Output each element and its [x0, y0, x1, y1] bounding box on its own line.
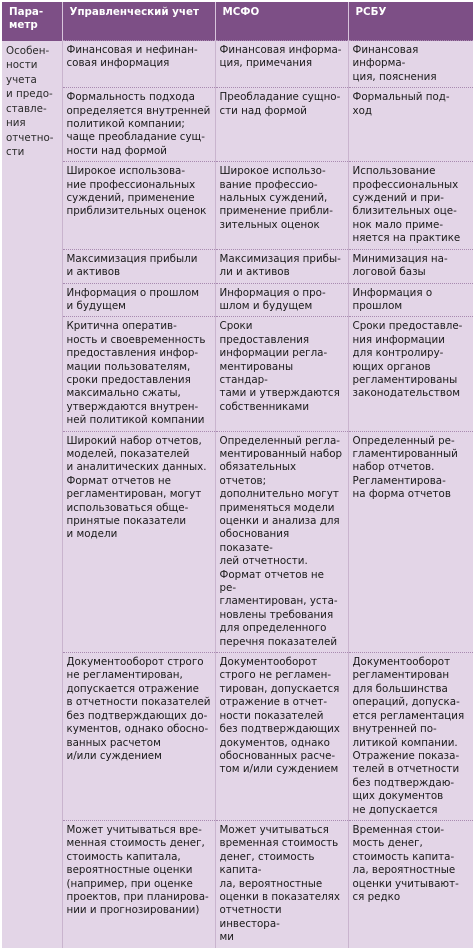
- cell-management: Широкое использова- ние профессиональных суждений, применение приблизительных оценок: [62, 162, 215, 249]
- cell-ras: Документооборот регламентирован для большинства операций, допуска- ется регламентация внутренней по- литикой компании. Отражение показа- телей в отчетности без подтверждаю- щих документов не допускается: [348, 653, 473, 821]
- header-management-accounting: Управленческий учет: [62, 2, 215, 41]
- table-row: [2, 653, 473, 821]
- cell-ras: Использование профессиональных суждений и при- близительных оце- нок мало приме- няется на практике: [348, 162, 473, 249]
- cell-ifrs: Информация о про- шлом и будущем: [215, 283, 348, 317]
- table-row: [2, 317, 473, 431]
- cell-ras: Формальный под- ход: [348, 88, 473, 162]
- table-row: [2, 41, 473, 88]
- cell-ifrs: Сроки предоставления информации регла- ментированы стандар- тами и утверждаются собственниками: [215, 317, 348, 431]
- table-row: [2, 88, 473, 162]
- cell-ras: Временная стои- мость денег, стоимость капита- ла, вероятностные оценки учитывают- ся редко: [348, 820, 473, 947]
- cell-ifrs: Определенный регла- ментированный набор обязательных отчетов; дополнительно могут применяться модели оценки и анализа для обоснования показате- лей отчетности. Формат отчетов не ре- гламентирован, уста- новлены требования для определенного перечня показателей: [215, 431, 348, 653]
- cell-management: Критична оператив- ность и своевременность предоставления инфор- мации пользователям, сроки предоставления максимально сжаты, утверждаются внутрен- ней политикой компании: [62, 317, 215, 431]
- header-ras: РСБУ: [348, 2, 473, 41]
- param-cell: Особен- ности учета и предо- ставле- ния отчетно- сти: [2, 41, 62, 948]
- table-header: [2, 2, 473, 41]
- cell-management: Максимизация прибыли и активов: [62, 249, 215, 283]
- cell-ifrs: Широкое использо- вание профессио- нальных суждений, применение прибли- зительных оценок: [215, 162, 348, 249]
- cell-ras: Финансовая информа- ция, пояснения: [348, 41, 473, 88]
- table-row: [2, 162, 473, 249]
- header-row: [2, 2, 473, 41]
- cell-ras: Определенный ре- гламентированный набор отчетов. Регламентирова- на форма отчетов: [348, 431, 473, 653]
- table-row: [2, 431, 473, 653]
- header-ifrs: МСФО: [215, 2, 348, 41]
- cell-ifrs: Максимизация прибы- ли и активов: [215, 249, 348, 283]
- accounting-comparison-table: [2, 2, 473, 948]
- cell-ifrs: Может учитываться временная стоимость денег, стоимость капита- ла, вероятностные оценки в показателях отчетности инвестора- ми: [215, 820, 348, 947]
- header-param: Пара- метр: [2, 2, 62, 41]
- cell-ifrs: Финансовая информа- ция, примечания: [215, 41, 348, 88]
- cell-management: Широкий набор отчетов, моделей, показателей и аналитических данных. Формат отчетов не регламентирован, могут использоваться обще- принятые показатели и модели: [62, 431, 215, 653]
- table-row: [2, 820, 473, 947]
- cell-ifrs: Документооборот строго не регламен- тирован, допускается отражение в отчет- ности показателей без подтверждающих документов, однако обоснованных расче- том и/или суждением: [215, 653, 348, 821]
- cell-ras: Минимизация на- логовой базы: [348, 249, 473, 283]
- table-row: [2, 249, 473, 283]
- cell-ifrs: Преобладание сущно- сти над формой: [215, 88, 348, 162]
- cell-management: Документооборот строго не регламентирован, допускается отражение в отчетности показателей без подтверждающих до- кументов, однако обосно- ванных расчетом и/или суждением: [62, 653, 215, 821]
- cell-management: Финансовая и нефинан- совая информация: [62, 41, 215, 88]
- cell-ras: Информация о прошлом: [348, 283, 473, 317]
- table-body: [2, 41, 473, 948]
- table-row: [2, 283, 473, 317]
- cell-ras: Сроки предоставле- ния информации для контролиру- ющих органов регламентированы законодательством: [348, 317, 473, 431]
- cell-management: Формальность подхода определяется внутренней политикой компании; чаще преобладание сущ- ности над формой: [62, 88, 215, 162]
- cell-management: Информация о прошлом и будущем: [62, 283, 215, 317]
- cell-management: Может учитываться вре- менная стоимость денег, стоимость капитала, вероятностные оценки (например, при оценке проектов, при планирова- нии и прогнозировании): [62, 820, 215, 947]
